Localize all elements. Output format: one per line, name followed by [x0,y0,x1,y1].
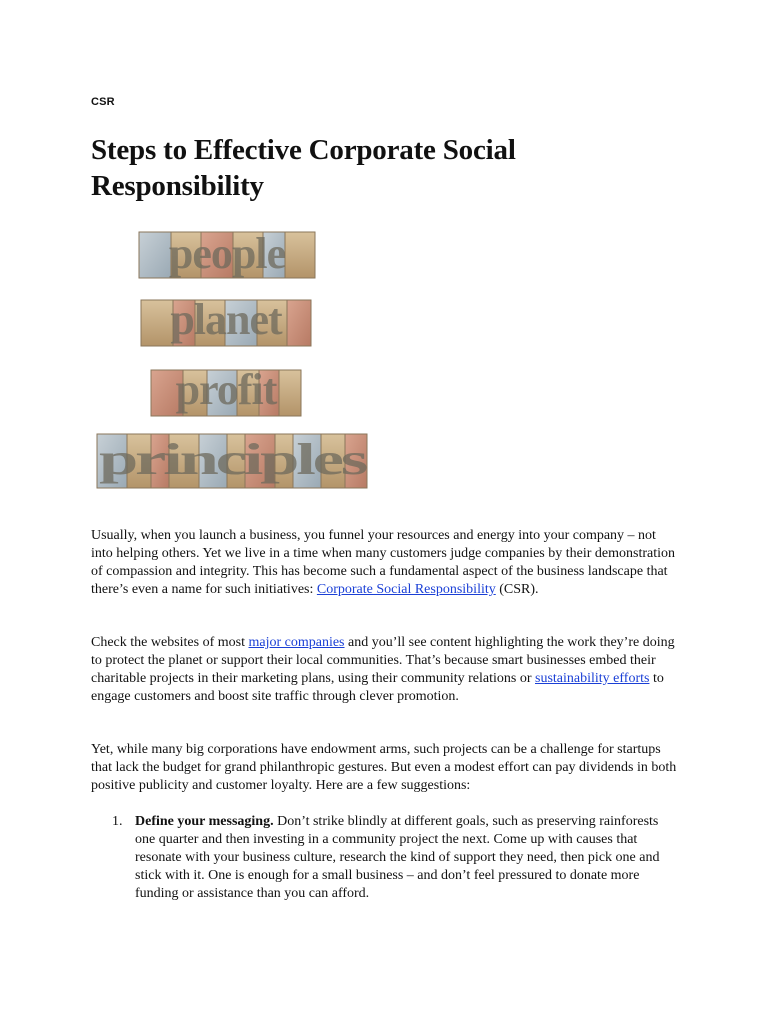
list-item-heading: Define your messaging. [135,814,274,829]
paragraph-intro-tail: (CSR). [495,582,539,597]
hero-image [95,228,371,504]
major-companies-link[interactable]: major companies [248,635,345,650]
list-item-number: 1. [112,814,123,829]
category-label: CSR [91,96,115,108]
list-item [91,813,691,903]
paragraph-websites [91,634,681,706]
list-item-body [135,813,665,903]
paragraph-intro [91,527,681,599]
paragraph-websites-middle: and you’ll see content highlighting the work they’re doing to protect the planet or support their local communities. That’s because smart businesses embed their charitable projects in their marketing plans, using their community relations or [91,635,675,686]
paragraph-startups: Yet, while many big corporations have endowment arms, such projects can be a challenge for startups that lack the budget for grand philanthropic gestures. But even a modest effort can pay dividends in both positive publicity and customer loyalty. Here are a few suggestions: [91,742,677,793]
suggestions-list [91,813,691,903]
csr-link[interactable]: Corporate Social Responsibility [316,582,496,597]
article-title: Steps to Effective Corporate Social Responsibility [91,134,516,202]
hero-word-people: people [168,229,286,278]
paragraph-websites-tail: to engage customers and boost site traffic through clever promotion. [91,671,664,704]
letterpress-blocks-illustration [95,228,371,504]
paragraph-intro-text: Usually, when you launch a business, you funnel your resources and energy into your company – not into helping others. Yet we live in a time when many customers judge companies by their demonstration of compassion and integrity. This has become such a fundamental aspect of the business landscape that there’s even a name for such initiatives: [91,528,676,597]
hero-word-planet: planet [170,295,282,344]
paragraph-websites-text: Check the websites of most [91,635,249,650]
hero-word-principles: principles [99,435,369,484]
list-item-text: Don’t strike blindly at different goals, such as preserving rainforests one quarter and then investing in a community project the next. Come up with causes that resonate with your business culture, research the kind of support they need, then pick one and stick with it. One is enough for a small business – and don’t feel pressured to donate more funding or assistance than you can afford. [135,814,660,901]
hero-word-profit: profit [175,365,277,414]
sustainability-efforts-link[interactable]: sustainability efforts [535,671,650,686]
